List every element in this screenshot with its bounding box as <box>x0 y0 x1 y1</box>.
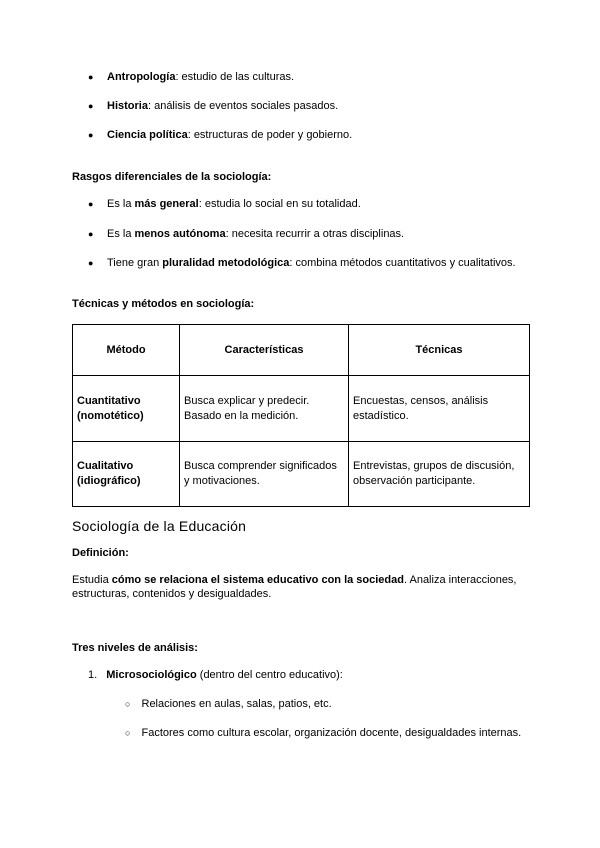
cell-line: Entrevistas, grupos de discusión, <box>353 460 515 472</box>
table-row <box>73 442 530 507</box>
cell-line: Cuantitativo <box>77 394 141 407</box>
niveles-heading: Tres niveles de análisis: <box>72 642 198 654</box>
description: : análisis de eventos sociales pasados. <box>147 100 339 112</box>
description: : estudio de las culturas. <box>175 71 295 83</box>
bullet-icon: ● <box>88 258 94 268</box>
circle-bullet-icon: ○ <box>125 699 131 709</box>
bullet-icon: ● <box>88 229 94 239</box>
sub-item-text: Factores como cultura escolar, organización docente, desigualdades internas. <box>141 727 522 739</box>
header-caracteristicas: Características <box>180 325 349 376</box>
section-title: Sociología de la Educación <box>72 518 247 534</box>
term: Historia <box>107 100 148 112</box>
list-item <box>88 256 516 270</box>
cell-line: y motivaciones. <box>184 475 260 487</box>
definicion-paragraph <box>72 573 542 601</box>
methods-table <box>72 324 530 507</box>
cell-line: observación participante. <box>353 475 476 487</box>
description: : estructuras de poder y gobierno. <box>187 129 353 141</box>
sub-list-item <box>125 726 521 740</box>
prefix: Tiene gran <box>107 257 163 269</box>
term: Microsociológico <box>106 669 197 681</box>
tecnicas-heading: Técnicas y métodos en sociología: <box>72 298 255 310</box>
cell-line: Cualitativo <box>77 460 134 472</box>
bullet-icon: ● <box>88 72 94 82</box>
term: Ciencia política <box>107 129 188 141</box>
prefix: Es la <box>107 198 135 210</box>
description: (dentro del centro educativo): <box>196 669 343 681</box>
cell-metodo <box>73 442 180 507</box>
description: : necesita recurrir a otras disciplinas. <box>225 228 405 240</box>
description: : estudia lo social en su totalidad. <box>198 198 361 210</box>
list-item <box>88 128 352 142</box>
description: : combina métodos cuantitativos y cualitativos. <box>289 257 516 269</box>
cell-caracteristicas <box>180 442 349 507</box>
circle-bullet-icon: ○ <box>125 728 131 738</box>
text: Estudia <box>72 574 112 586</box>
cell-line: estadístico. <box>353 409 409 422</box>
term: Antropología <box>107 71 176 83</box>
bullet-icon: ● <box>88 101 94 111</box>
table-header-row <box>73 325 530 376</box>
list-item <box>88 668 343 682</box>
header-tecnicas: Técnicas <box>349 325 530 376</box>
list-item <box>88 70 294 84</box>
cell-line: Encuestas, censos, análisis <box>353 394 489 407</box>
cell-line: Busca comprender significados <box>184 460 337 472</box>
term: pluralidad metodológica <box>162 257 290 269</box>
definicion-label: Definición: <box>72 547 129 559</box>
list-item <box>88 99 338 113</box>
term: menos autónoma <box>134 228 226 240</box>
header-metodo: Método <box>73 325 180 376</box>
sub-list-item <box>125 697 332 711</box>
bullet-icon: ● <box>88 130 94 140</box>
bullet-icon: ● <box>88 199 94 209</box>
list-item <box>88 227 404 241</box>
term: cómo se relaciona el sistema educativo con la sociedad <box>111 574 404 586</box>
cell-line: (idiográfico) <box>77 475 141 487</box>
table-row <box>73 376 530 442</box>
text: estructuras, contenidos y desigualdades. <box>72 588 272 600</box>
cell-caracteristicas <box>180 376 349 442</box>
sub-item-text: Relaciones en aulas, salas, patios, etc. <box>141 698 332 710</box>
cell-line: (nomotético) <box>77 409 144 422</box>
list-item <box>88 197 361 211</box>
cell-tecnicas <box>349 442 530 507</box>
cell-line: Busca explicar y predecir. <box>184 394 310 407</box>
list-number: 1. <box>88 669 98 681</box>
text: . Analiza interacciones, <box>403 574 517 586</box>
cell-line: Basado en la medición. <box>184 409 299 422</box>
cell-metodo <box>73 376 180 442</box>
term: más general <box>134 198 199 210</box>
rasgos-heading: Rasgos diferenciales de la sociología: <box>72 171 272 183</box>
prefix: Es la <box>107 228 135 240</box>
cell-tecnicas <box>349 376 530 442</box>
